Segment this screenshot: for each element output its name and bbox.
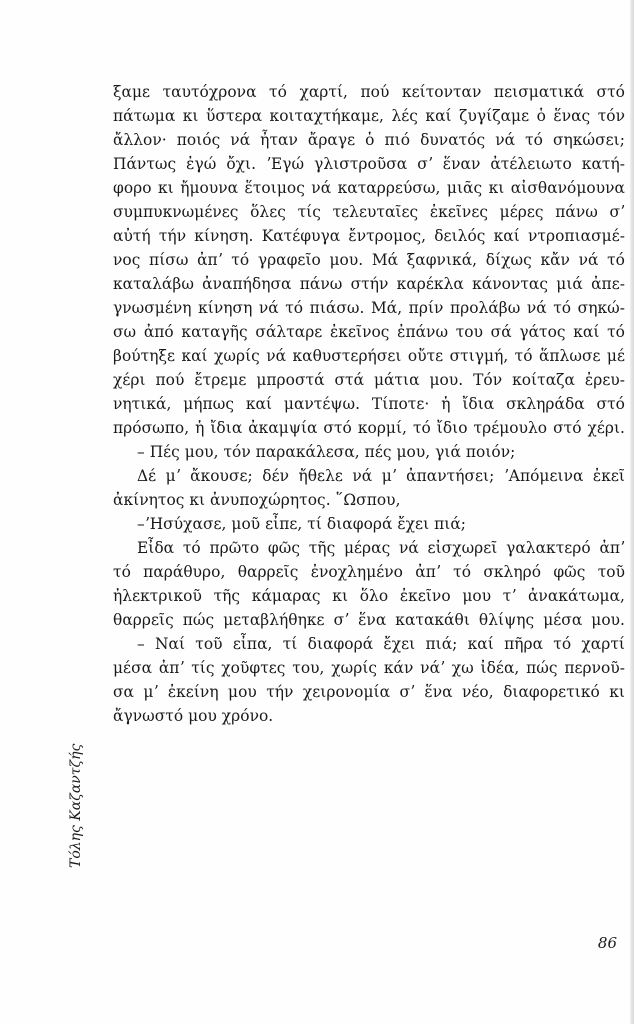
text-line: ἀκίνητος κι ἀνυποχώρητος. ῞Ωσπου,: [113, 491, 401, 509]
text-line: ἄγνωστό μου χρόνο.: [113, 707, 274, 725]
text-line: ξαμε ταυτόχρονα τό χαρτί, πού κείτονταν πεισματικά στό: [113, 83, 625, 101]
text-line: Δέ μʼ ἄκουσε; δέν ἤθελε νά μʼ ἀπαντήσει; ʼΑπόμεινα ἐκεῖ: [137, 467, 625, 485]
text-line: χέρι πού ἔτρεμε μπροστά στά μάτια μου. Τόν κοίταζα ἐρευ-: [113, 371, 625, 389]
text-line: ἄλλον· ποιός νά ἦταν ἄραγε ὁ πιό δυνατός νά τό σηκώσει;: [113, 131, 625, 149]
dialogue-line: –ʼΗσύχασε, μοῦ εἶπε, τί διαφορά ἔχει πιά;: [137, 515, 467, 533]
text-line: ἠλεκτρικοῦ τῆς κάμαρας κι ὅλο ἐκεῖνο μου τʼ ἀνακάτωμα,: [113, 587, 625, 605]
text-line: αὐτή τήν κίνηση. Κατέφυγα ἔντρομος, δειλός καί ντροπιασμέ-: [113, 227, 625, 245]
dialogue-line: – Πές μου, τόν παρακάλεσα, πές μου, γιά ποιόν;: [137, 443, 516, 461]
text-line: νητικά, μήπως καί μαντέψω. Τίποτε· ἡ ἴδια σκληράδα στό: [113, 395, 625, 413]
text-line: μέσα ἀπʼ τίς χοῦφτες του, χωρίς κάν νάʼ χω ἰδέα, πώς περνοῦ-: [113, 659, 625, 677]
margin-author-name: Τόλης Καζαντζής: [68, 743, 84, 868]
text-line: Εἶδα τό πρῶτο φῶς τῆς μέρας νά εἰσχωρεῖ γαλακτερό ἀπʼ: [137, 539, 625, 557]
page-number: 86: [597, 934, 617, 952]
text-line: καταλάβω ἀναπήδησα πάνω στήν καρέκλα κάνοντας μιά ἀπε-: [113, 275, 625, 293]
text-line: τό παράθυρο, θαρρεῖς ἐνοχλημένο ἀπʼ τό σκληρό φῶς τοῦ: [113, 563, 625, 581]
dialogue-line: – Ναί τοῦ εἶπα, τί διαφορά ἔχει πιά; καί πῆρα τό χαρτί: [137, 635, 625, 653]
text-line: σω ἀπό καταγῆς σάλταρε ἐκεῖνος ἐπάνω του σά γάτος καί τό: [113, 323, 625, 341]
page-edge: [630, 0, 634, 1024]
text-line: θαρρεῖς πώς μεταβλήθηκε σʼ ἕνα κατακάθι θλίψης μέσα μου.: [113, 611, 625, 629]
text-line: γνωσμένη κίνηση νά τό πιάσω. Μά, πρίν προλάβω νά τό σηκώ-: [113, 299, 625, 317]
body-text: [113, 80, 625, 728]
text-line: φορο κι ἤμουνα ἕτοιμος νά καταρρεύσω, μιᾶς κι αἰσθανόμουνα: [113, 179, 625, 197]
text-line: νος πίσω ἀπʼ τό γραφεῖο μου. Μά ξαφνικά, δίχως κἄν νά τό: [113, 251, 625, 269]
text-line: σα μʼ ἐκείνη μου τήν χειρονομία σʼ ἕνα νέο, διαφορετικό κι: [113, 683, 625, 701]
text-line: βούτηξε καί χωρίς νά καθυστερήσει οὔτε στιγμή, τό ἅπλωσε μέ: [113, 347, 625, 365]
text-line: πρόσωπο, ἡ ἴδια ἀκαμψία στό κορμί, τό ἴδιο τρέμουλο στό χέρι.: [113, 419, 625, 437]
text-line: Πάντως ἐγώ ὄχι. ʼΕγώ γλιστροῦσα σʼ ἕναν ἀτέλειωτο κατή-: [113, 155, 625, 173]
text-line: συμπυκνωμένες ὅλες τίς τελευταῖες ἐκεῖνες μέρες πάνω σʼ: [113, 203, 625, 221]
text-line: πάτωμα κι ὕστερα κοιταχτήκαμε, λές καί ζυγίζαμε ὁ ἕνας τόν: [113, 107, 625, 125]
